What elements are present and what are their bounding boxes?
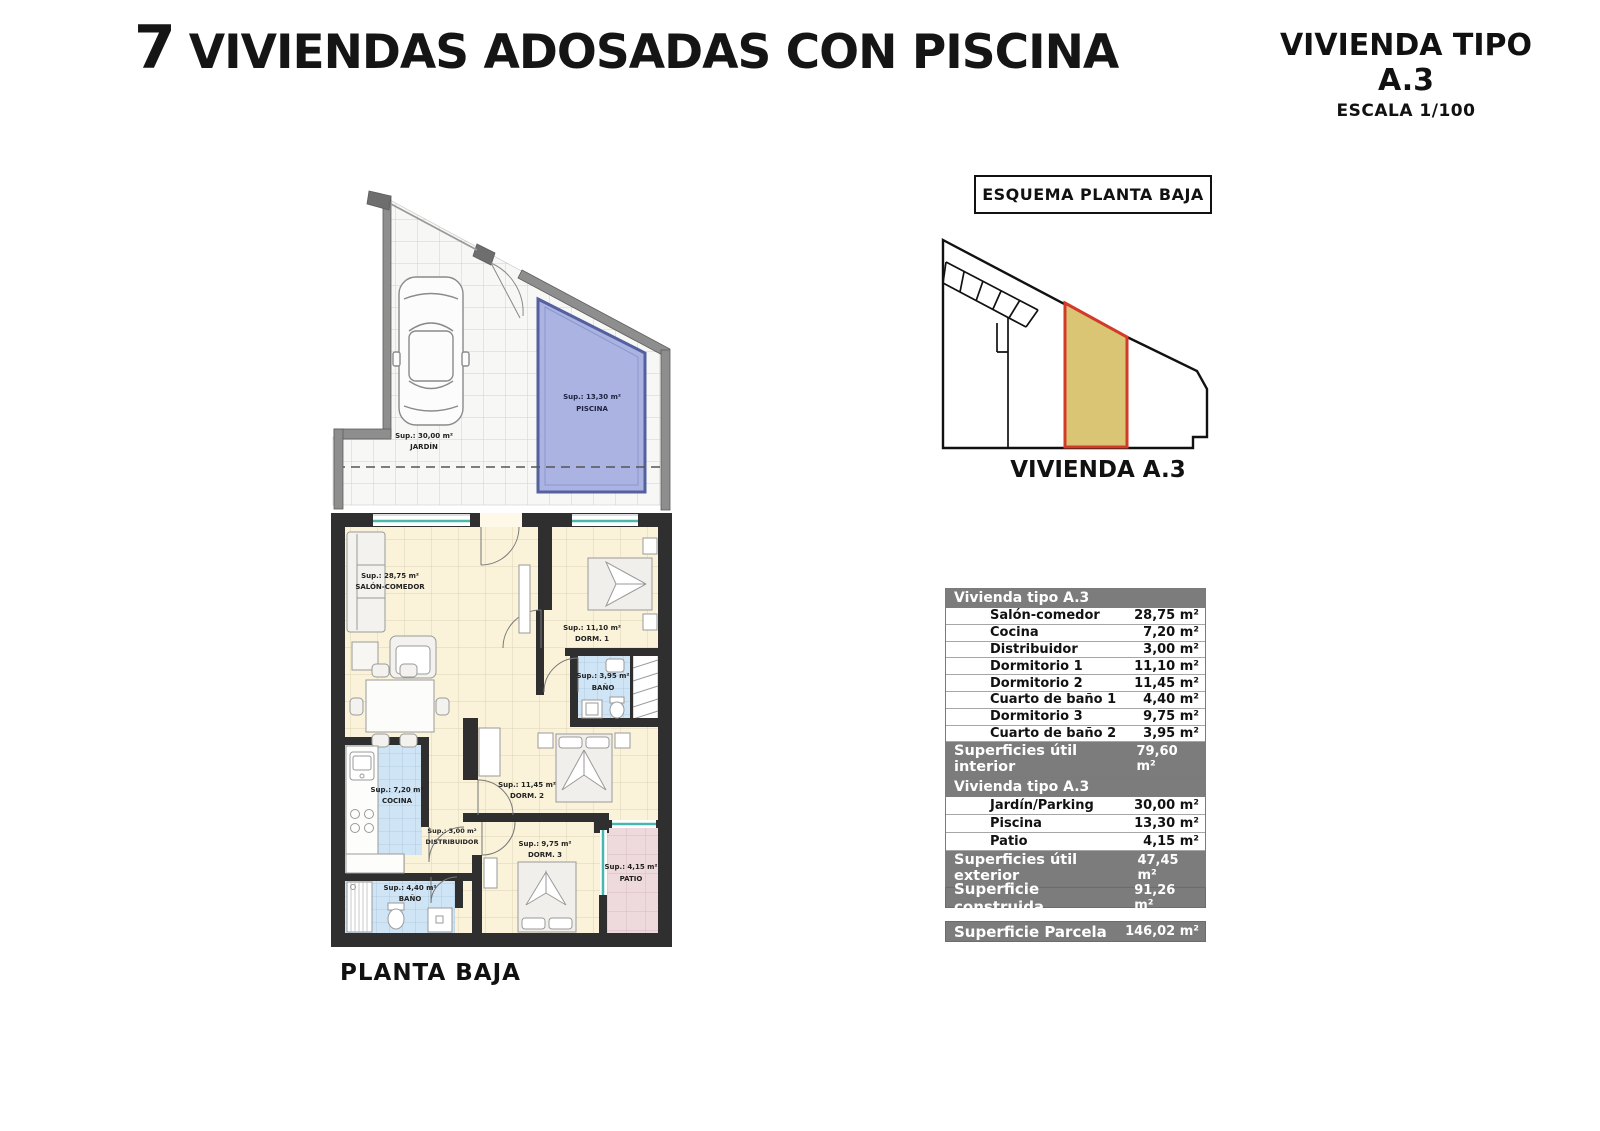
table-superficies-exterior (945, 777, 1206, 887)
table-header-label: Vivienda tipo A.3 (954, 590, 1090, 606)
bar-value: 146,02 m² (1125, 924, 1199, 939)
label-bano1: BAÑO (591, 684, 615, 692)
table-row (946, 797, 1205, 815)
table-row (946, 625, 1205, 642)
table-row (946, 833, 1205, 851)
table-footer (946, 742, 1205, 777)
label-salon: SALÓN-COMEDOR (355, 583, 425, 591)
table-row (946, 642, 1205, 659)
label-dorm3: DORM. 3 (527, 851, 563, 859)
entry-door-gap (480, 513, 522, 527)
row-value: 11,10 m² (1134, 658, 1199, 674)
row-label: Salón-comedor (990, 608, 1100, 624)
row-value: 7,20 m² (1143, 625, 1199, 641)
label-dorm2: DORM. 2 (509, 792, 545, 800)
table-row (946, 658, 1205, 675)
sheet-header (1250, 28, 1562, 121)
row-label: Patio (990, 834, 1028, 849)
esquema-caption: VIVIENDA A.3 (1010, 457, 1186, 483)
table-row (946, 692, 1205, 709)
esquema-diagram (920, 235, 1255, 485)
table-header (946, 589, 1205, 608)
label-dorm1: DORM. 1 (574, 635, 610, 643)
table-superficies-interior (945, 588, 1206, 778)
esquema-title: ESQUEMA PLANTA BAJA (982, 185, 1204, 204)
title-text: VIVIENDAS ADOSADAS CON PISCINA (188, 25, 1119, 80)
table-header (946, 778, 1205, 797)
row-label: Distribuidor (990, 641, 1078, 657)
esquema-title-box (974, 175, 1212, 214)
plan-caption: PLANTA BAJA (340, 960, 521, 986)
label-dorm2-sup: Sup.: 11,45 m² (498, 781, 556, 789)
label-distribuidor: DISTRIBUIDOR (425, 838, 479, 846)
bar-label: Superficie Parcela (954, 922, 1107, 941)
footer-label: Superficies útil interior (954, 743, 1078, 776)
label-dorm3-sup: Sup.: 9,75 m² (518, 840, 572, 848)
label-piscina: PISCINA (576, 405, 608, 413)
table-row (946, 726, 1205, 743)
bar-label: Superficie construida (954, 879, 1045, 916)
row-value: 4,15 m² (1143, 834, 1199, 849)
closet-dorm3 (484, 858, 497, 888)
row-value: 4,40 m² (1143, 692, 1199, 708)
row-value: 11,45 m² (1134, 675, 1199, 691)
table-row (946, 815, 1205, 833)
bar-superficie-parcela (945, 921, 1206, 942)
table-row (946, 608, 1205, 625)
row-label: Cuarto de baño 1 (990, 692, 1117, 708)
label-distribuidor-sup: Sup.: 3,00 m² (427, 827, 477, 835)
row-label: Jardín/Parking (990, 798, 1094, 813)
row-label: Dormitorio 3 (990, 709, 1083, 725)
escala-label: ESCALA 1/100 (1336, 101, 1476, 121)
stairs-area (633, 655, 658, 719)
table-header-label: Vivienda tipo A.3 (954, 779, 1090, 795)
pocket-door (519, 565, 530, 633)
page-title (134, 13, 1119, 83)
label-patio-sup: Sup.: 4,15 m² (604, 863, 658, 871)
row-value: 13,30 m² (1134, 816, 1199, 831)
floor-plan (325, 182, 677, 954)
label-bano2: BAÑO (398, 895, 422, 903)
label-dorm1-sup: Sup.: 11,10 m² (563, 624, 621, 632)
row-value: 28,75 m² (1134, 608, 1199, 624)
row-value: 9,75 m² (1143, 709, 1199, 725)
label-jardin: JARDÍN (410, 443, 438, 451)
bar-superficie-construida (945, 879, 1206, 916)
title-number: 7 (134, 13, 175, 83)
vivienda-tipo-label: VIVIENDA TIPO A.3 (1279, 28, 1533, 98)
label-jardin-sup: Sup.: 30,00 m² (395, 432, 453, 440)
label-cocina: COCINA (381, 797, 413, 805)
row-value: 30,00 m² (1134, 798, 1199, 813)
closet-dorm2 (479, 728, 500, 776)
label-bano1-sup: Sup.: 3,95 m² (576, 672, 630, 680)
footer-value: 79,60 m² (1136, 744, 1178, 775)
row-label: Dormitorio 2 (990, 675, 1083, 691)
row-label: Piscina (990, 816, 1042, 831)
row-label: Cuarto de baño 2 (990, 725, 1117, 741)
table-row (946, 709, 1205, 726)
label-bano2-sup: Sup.: 4,40 m² (383, 884, 437, 892)
row-label: Dormitorio 1 (990, 658, 1083, 674)
bar-value: 91,26 m² (1134, 882, 1176, 913)
parcel-highlight (1065, 303, 1127, 447)
label-patio: PATIO (619, 875, 643, 883)
dorm3-furniture (518, 862, 576, 932)
row-value: 3,00 m² (1143, 641, 1199, 657)
label-cocina-sup: Sup.: 7,20 m² (370, 786, 424, 794)
label-salon-sup: Sup.: 28,75 m² (361, 572, 419, 580)
label-piscina-sup: Sup.: 13,30 m² (563, 393, 621, 401)
footer-value: 47,45 m² (1137, 853, 1179, 883)
car-top-view (393, 277, 469, 425)
table-row (946, 675, 1205, 692)
row-label: Cocina (990, 625, 1039, 641)
row-value: 3,95 m² (1143, 725, 1199, 741)
footer-label: Superficies útil exterior (954, 852, 1078, 884)
